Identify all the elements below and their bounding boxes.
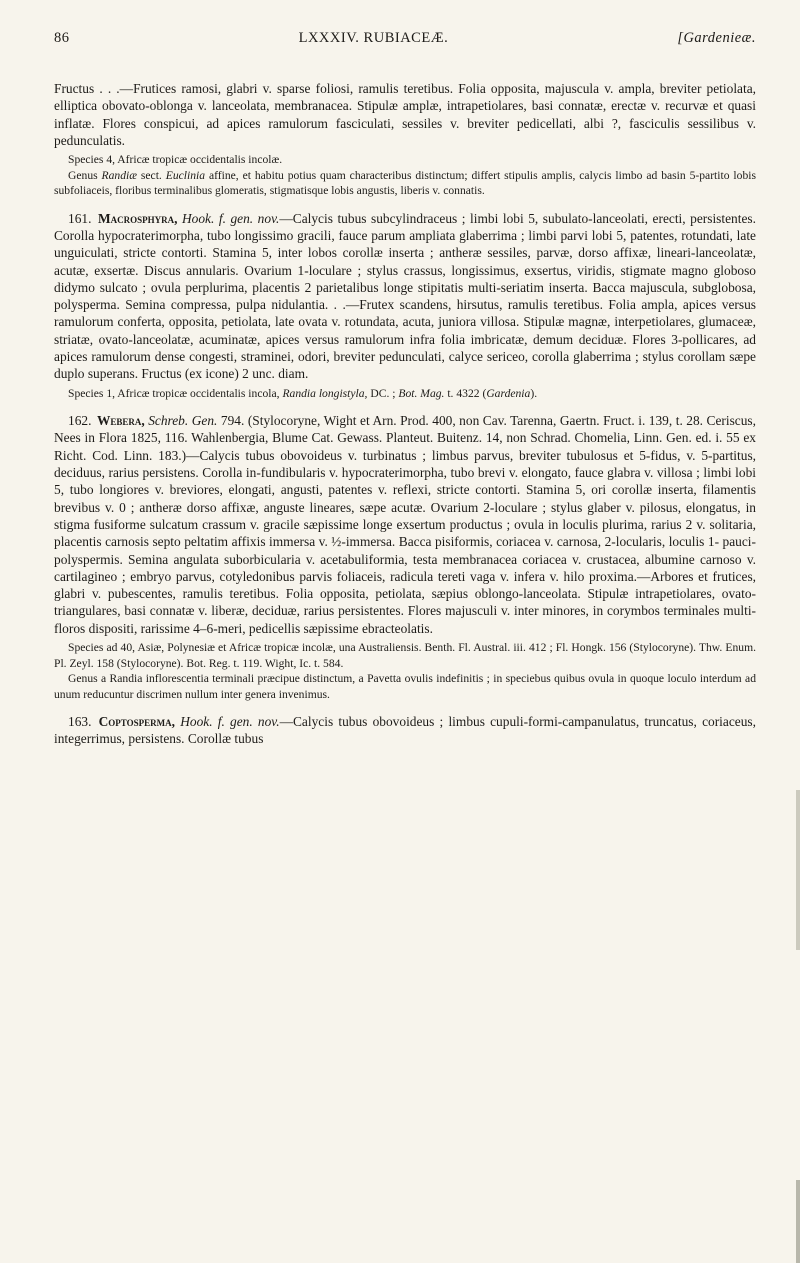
entry-description: —Calycis tubus subcylindraceus ; limbi lobi 5, subulato-lanceolati, erecti, persistentes. Corolla hypocraterimorpha, tubo longissimo gracili, fauce parum ampliata glaberrima ; limbi parvi lobi 5, patentes, rotundati, late unguiculati, stricte contorti. Stamina 5, inter lobos corollæ inserta ; antheræ sessiles, parvæ, dorso affixæ, lineari-lanceolatæ, acutæ, exsertæ. Discus annularis. Ovarium 1-loculare ; stylus crassus, longissimus, exsertus, viridis, stigmate magno globoso didymo sulcato ; ovula perplurima, placentis 2 parietalibus longe stipitatis multi-seriatim inserta. Bacca majuscula, subglobosa, polysperma. Semina compressa, pulpa nidulantia. . .—Frutex scandens, hirsutus, ramulis teretibus. Folia ampla, apices versus ramulorum conferta, opposita, petiolata, late ovata v. rotundata, acuta, juniora villosa. Stipulæ magnæ, interpetiolares, glumaceæ, striatæ, ovato-lanceolatæ, acuminatæ, apices versus ramulorum infra folia imbricatæ, demum deciduæ. Flores 3-pollicares, ad apices ramulorum dense congesti, straminei, odori, breviter pedunculati, calyce sericeo, corolla glaberrima ; stylus corollam sæpe duplo superans. Fructus (ex icone) 2 unc. diam. bbox=[54, 210, 756, 382]
species-note-162: Species ad 40, Asiæ, Polynesiæ et Africæ tropicæ incolæ, una Australiensis. Benth. Fl. Austral. iii. 412 ; Fl. Hongk. 156 (Stylocoryne). Thw. Enum. Pl. Zeyl. 158 (Stylocoryne). Bot. Reg. t. 119. Wight, Ic. t. 584. bbox=[54, 641, 756, 670]
section-title: [Gardenieæ. bbox=[677, 30, 756, 46]
entry-number: 163. bbox=[68, 714, 92, 730]
entry-163 bbox=[54, 713, 756, 748]
running-header bbox=[54, 30, 756, 58]
genus-note-162: Genus a Randia inflorescentia terminali præcipue distinctum, a Pavetta ovulis indefinitis ; in speciebus quibus ovula in quoque loculo interdum ad unum reducuntur discrimen nullum inter genera invenimus. bbox=[54, 672, 756, 701]
authority: Hook. f. gen. nov. bbox=[182, 210, 280, 226]
fructus-text: —Frutices ramosi, glabri v. sparse foliosi, ramulis teretibus. Folia opposita, majuscula v. ampla, breviter petiolata, elliptica obovato-oblonga v. lanceolata, membranacea. Stipulæ amplæ, intrapetiolares, basi connatæ, erectæ v. recurvæ et quasi inflatæ. Flores conspicui, ad apices ramulorum fasciculati, sessiles v. breviter pedicellati, albi ?, fasciculis sessilibus v. pedunculatis. bbox=[54, 81, 756, 148]
entry-162 bbox=[54, 412, 756, 637]
species-note-0: Species 4, Africæ tropicæ occidentalis incolæ. bbox=[68, 153, 283, 167]
page-edge-shadow bbox=[796, 790, 800, 950]
genus-name: Coptosperma, bbox=[98, 714, 175, 730]
genus-ref: Randiæ bbox=[101, 168, 137, 182]
section-ref: Euclinia bbox=[165, 168, 206, 182]
entry-description: —Calycis tubus obovoideus ; limbus cupuli-formi-campanulatus, truncatus, coriaceus, integerrimus, persistens. Corollæ tubus bbox=[54, 714, 756, 747]
fructus-label: Fructus . . . bbox=[54, 81, 120, 96]
genus-note-0: Genus Randiæ sect. Euclinia affine, et habitu potius quam characteribus distinctum; differt stipulis amplis, calycis limbo ad basin 5-partito lobis subfoliaceis, floribus terminalibus glomeratis, stigmatisque lobis angustis, liberis v. connatis. bbox=[54, 168, 756, 198]
entry-number: 161. bbox=[68, 210, 92, 226]
fructus-paragraph bbox=[54, 80, 756, 149]
page-number: 86 bbox=[54, 30, 70, 46]
genus-name: Webera, bbox=[96, 413, 145, 429]
entry-number: 162. bbox=[68, 413, 92, 429]
page-edge-shadow bbox=[796, 1180, 800, 1263]
genus-name: Macrosphyra, bbox=[97, 210, 178, 226]
entry-description: 794. (Stylocoryne, Wight et Arn. Prod. 400, non Cav. Tarenna, Gaertn. Fruct. i. 139, t. 28. Ceriscus, Nees in Flora 1825, 116. Wahlenbergia, Blume Cat. Gewass. Planteut. Buitenz. 14, non Schrad. Chomelia, Linn. Gen. ed. i. 55 ex Richt. Cod. Linn. 183.)—Calycis tubus obovoideus v. turbinatus ; limbus parvus, breviter tubulosus et 5-fidus, v. 5-partitus, deciduus, rarius persistens. Corolla in-fundibularis v. hypocraterimorpha, tubo brevi v. elongato, fauce glabra v. villosa ; limbi lobi 5, tubo longiores v. breviores, elongati, angusti, patentes v. reflexi, stricte contorti. Stamina 5, ori corollæ inserta, filamentis brevibus v. 0 ; antheræ dorso affixæ, anguste lineares, sæpe acutæ. Ovarium 2-loculare ; stylus glaber v. pilosus, elongatus, in stigma fusiforme sulcatum crassum v. gracile sæpissime longe exsertum productus ; ovula in loculis plurima, rarius 2 v. solitaria, placentis carnosis septo peltatim affixis immersa v. ½-immersa. Bacca pisiformis, coriacea v. carnosa, 2-locularis, loculis 1- pauci-polyspermis. Semina angulata suborbicularia v. acetabuliformia, testa membranacea coriacea v. crustacea, albumine carnoso v. cartilagineo ; embryo parvus, cotyledonibus parvis foliaceis, radicula tereti vaga v. infera v. hilo proxima.—Arbores et frutices, glabri v. pubescentes, ramulis teretibus. Folia opposita, petiolata, sæpius oblongo-lanceolata. Stipulæ intrapetiolares, ovato-triangulares, basi connatæ v. liberæ, deciduæ, rarius persistentes. Flores majusculi v. inter minores, in corymbos terminales multi-floros dispositi, rarissime 4–6-meri, pedicellis sæpissime ebracteolatis. bbox=[54, 413, 756, 636]
authority: Schreb. Gen. bbox=[148, 413, 218, 429]
species-note-161: Species 1, Africæ tropicæ occidentalis incola, Randia longistyla, DC. ; Bot. Mag. t. 4322 (Gardenia). bbox=[68, 386, 538, 400]
page-body bbox=[54, 80, 756, 748]
entry-161 bbox=[54, 210, 756, 383]
authority: Hook. f. gen. nov. bbox=[180, 714, 280, 730]
running-title: LXXXIV. RUBIACEÆ. bbox=[298, 30, 449, 46]
